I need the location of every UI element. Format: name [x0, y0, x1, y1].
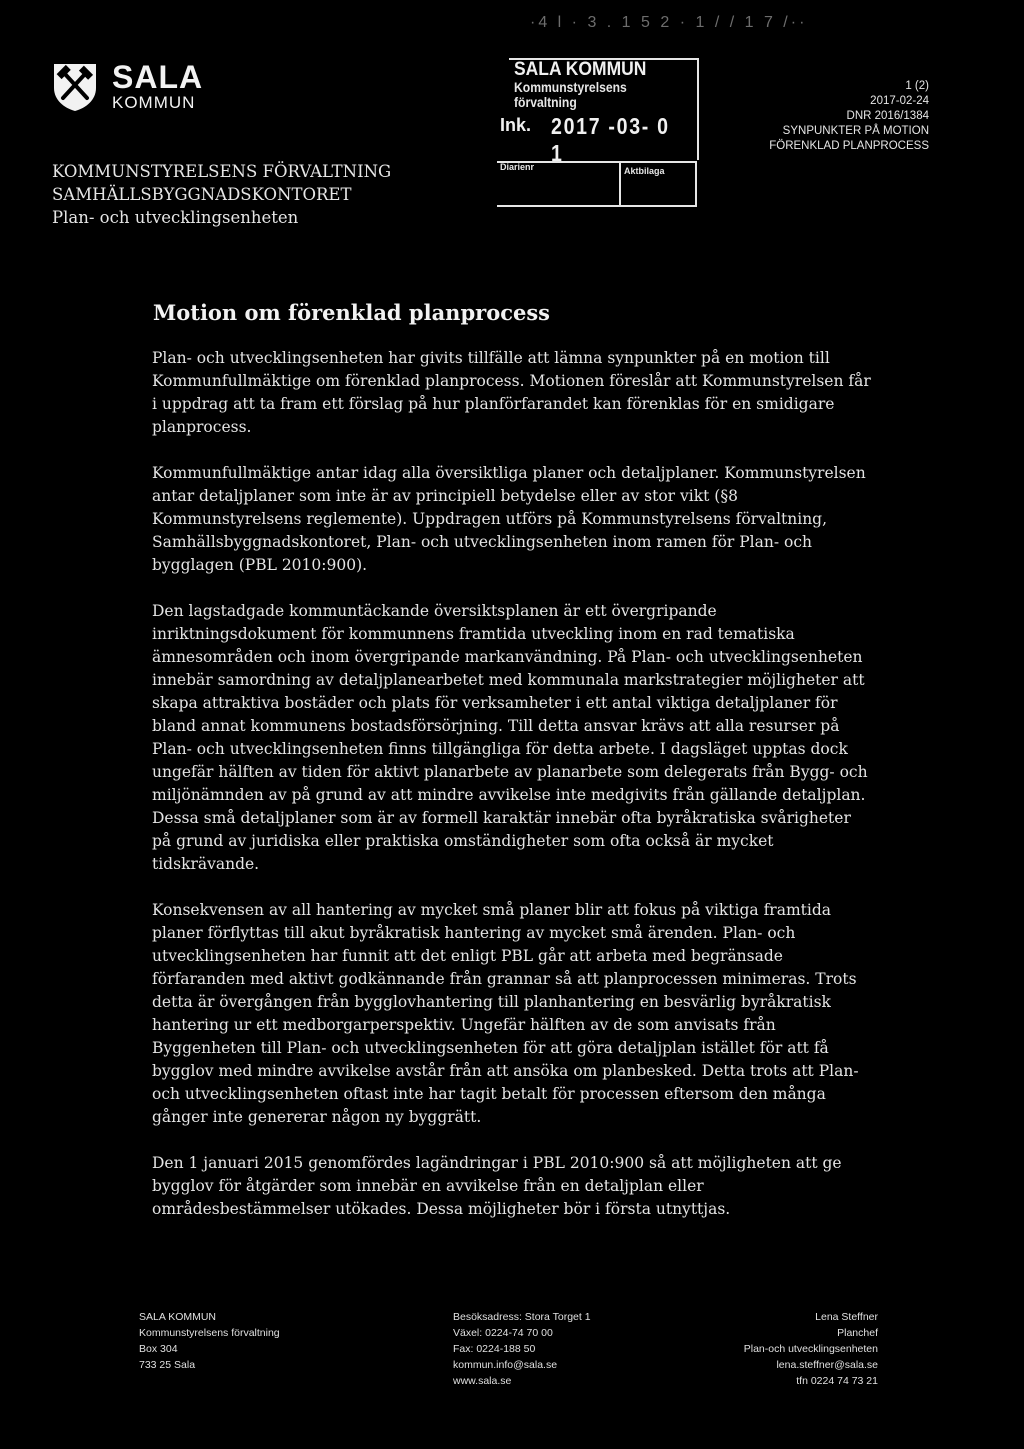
footer-line: 733 25 Sala: [139, 1359, 196, 1371]
stamp-diarienr-label: Diarienr: [500, 162, 535, 172]
stamp-org-name: SALA KOMMUN: [514, 59, 647, 80]
footer-line: Besöksadress: Stora Torget 1: [453, 1311, 591, 1323]
footer-line: Box 304: [139, 1343, 178, 1355]
footer-contact: [453, 1309, 591, 1389]
footer-line: Planchef: [837, 1327, 878, 1339]
footer-line: Kommunstyrelsens förvaltning: [139, 1327, 280, 1339]
crossed-hammers-shield-icon: [52, 62, 98, 112]
body-paragraph: Kommunfullmäktige antar idag alla översiktliga planer och detaljplaner. Kommunstyrelsen antar detaljplaner som inte är av principiell betydelse eller av stor vikt (§8 Kommunstyrelsens reglemente). Uppdragen utförs på Kommunstyrelsens förvaltning, Samhällsbyggnadskontoret, Plan- och utvecklingsenheten inom ramen för Plan- och bygglagen (PBL 2010:900).: [152, 464, 866, 574]
footer-line: Fax: 0224-188 50: [453, 1343, 536, 1355]
footer-line: tfn 0224 74 73 21: [796, 1375, 878, 1387]
document-date: 2017-02-24: [870, 95, 929, 107]
body-paragraph: Den lagstadgade kommuntäckande översiktsplanen är ett övergripande inriktningsdokument för kommunnens framtida utveckling inom en rad tematiska ämnesområden och inom övergripande markanvändning. På Plan- och utvecklingsenheten innebär samordning av detaljplanearbetet med kommunala markstrategier möjligheter att skapa attraktiva bostäder och plats för verksamheter i ett antal viktiga detaljplaner för bland annat kommunens bostadsförsörjning. Till detta ansvar krävs att alla resurser på Plan- och utvecklingsenheten finns tillgängliga för detta arbete. I dagsläget upptas dock ungefär hälften av tiden för aktivt planarbete av planarbete som delegerats från Bygg- och miljönämnden av på grund av att mindre avvikelse inte medgivits från gällande detaljplan. Dessa små detaljplaner som är av formell karaktär innebär ofta byråkratiska svårigheter på grund av juridiska eller praktiska omständigheter som ofta också är mycket tidskrävande.: [152, 602, 868, 873]
document-body: [152, 347, 872, 1244]
stamp-column-divider: [619, 161, 621, 205]
page-number: 1 (2): [905, 80, 929, 92]
document-subject: SYNPUNKTER PÅ MOTION: [782, 125, 929, 137]
department-line: Plan- och utvecklingsenheten: [52, 208, 299, 227]
body-paragraph: Den 1 januari 2015 genomfördes lagändringar i PBL 2010:900 så att möjligheten att ge bygglov för åtgärder som innebär en avvikelse från en detaljplan eller områdesbestämmelser utökades. Dessa möjligheter bör i första utnyttjas.: [152, 1154, 842, 1218]
footer-signatory: [744, 1309, 878, 1389]
footer-line: Växel: 0224-74 70 00: [453, 1327, 553, 1339]
handwritten-registration-number: ·4 l · 3 . 1 5 2 · 1 / / 1 7 /··: [530, 14, 808, 31]
department-line: KOMMUNSTYRELSENS FÖRVALTNING: [52, 162, 392, 181]
stamp-ink-label: Ink.: [500, 115, 532, 135]
sala-kommun-logo: [52, 60, 292, 120]
footer-email-link[interactable]: lena.steffner@sala.se: [776, 1359, 878, 1371]
document-title: Motion om förenklad planprocess: [153, 300, 551, 325]
body-paragraph: Konsekvensen av all hantering av mycket små planer blir att fokus på viktiga framtida planer förflyttas till akut byråkratisk hantering av mycket små ärenden. Plan- och utvecklingsenheten har funnit att det enligt PBL går att arbeta med begränsade förfaranden med aktivt godkännande från grannar så att planprocessen minimeras. Trots detta är övergången från bygglovhantering till planhantering en besvärlig byråkratisk hantering ur ett medborgarperspektiv. Ungefär hälften av de som anvisats från Byggenheten till Plan- och utvecklingsenheten för att göra detaljplan istället för att få bygglov med mindre avvikelse avstår från att ansöka om planbesked. Detta trots att Plan- och utvecklingsenheten oftast inte har tagit betalt för processen eftersom den många gånger inte genererar någon ny byggrätt.: [152, 901, 859, 1126]
document-subject: FÖRENKLAD PLANPROCESS: [769, 140, 929, 152]
footer-address: [139, 1309, 280, 1373]
document-dnr: DNR 2016/1384: [846, 110, 929, 122]
stamp-aktbilaga-label: Aktbilaga: [624, 166, 665, 176]
footer-line: Plan-och utvecklingsenheten: [743, 1343, 878, 1355]
footer-website-link[interactable]: www.sala.se: [453, 1375, 512, 1387]
stamp-date: 2017 -03- 0 1: [551, 113, 670, 166]
stamp-org-sub: Kommunstyrelsens förvaltning: [514, 80, 627, 110]
department-line: SAMHÄLLSBYGGNADSKONTORET: [52, 185, 352, 204]
footer-email-link[interactable]: kommun.info@sala.se: [453, 1359, 558, 1371]
logo-kommun-text: KOMMUN: [112, 93, 196, 112]
document-meta: [769, 79, 929, 154]
body-paragraph: Plan- och utvecklingsenheten har givits tillfälle att lämna synpunkter på en motion till Kommunfullmäktige om förenklad planprocess. Motionen föreslår att Kommunstyrelsen får i uppdrag att ta fram ett förslag på hur planförfarandet kan förenklas för en smidigare planprocess.: [152, 349, 871, 436]
received-stamp: [497, 58, 697, 206]
department-block: [52, 160, 391, 229]
logo-sala-text: SALA: [112, 59, 204, 95]
footer-line: SALA KOMMUN: [139, 1311, 217, 1323]
footer-line: Lena Steffner: [815, 1311, 878, 1323]
